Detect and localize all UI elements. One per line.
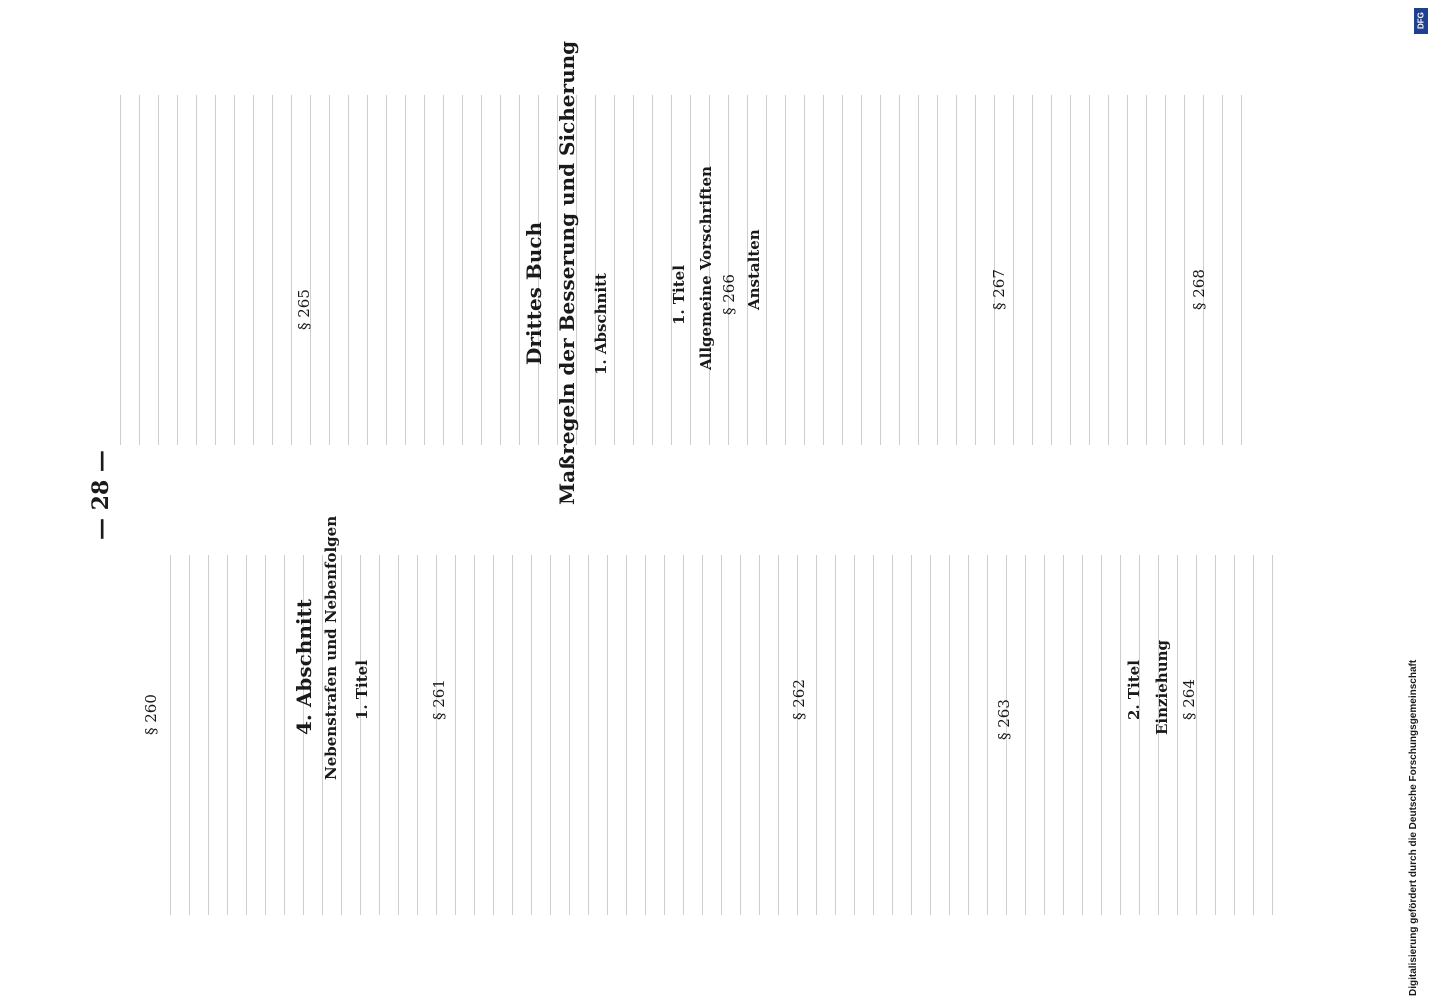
right-body-text xyxy=(120,95,1260,445)
heading-4-abschnitt: 4. Abschnitt xyxy=(292,599,316,735)
section-261: § 261 xyxy=(430,679,448,720)
anstalten-heading: Anstalten xyxy=(745,229,763,310)
einziehung-heading: Einziehung xyxy=(1153,639,1171,735)
section-263: § 263 xyxy=(995,699,1013,740)
section-260: § 260 xyxy=(142,694,160,735)
allgemeine-vorschriften: Allgemeine Vorschriften xyxy=(697,166,715,370)
titel-2: 2. Titel xyxy=(1125,660,1143,720)
massregeln-heading: Maßregeln der Besserung und Sicherung xyxy=(555,40,579,505)
section-265: § 265 xyxy=(295,289,313,330)
dfg-logo: DFG xyxy=(1414,8,1428,34)
page-number: — 28 — xyxy=(88,450,114,540)
digitization-sidebar xyxy=(1408,8,1430,998)
heading-nebenstrafen: Nebenstrafen und Nebenfolgen xyxy=(322,515,340,780)
section-268: § 268 xyxy=(1190,269,1208,310)
abschnitt-1: 1. Abschnitt xyxy=(592,273,610,375)
section-266: § 266 xyxy=(720,274,738,315)
section-267: § 267 xyxy=(990,269,1008,310)
titel-1-right: 1. Titel xyxy=(670,265,688,325)
section-264: § 264 xyxy=(1180,679,1198,720)
titel-1-left: 1. Titel xyxy=(353,660,371,720)
digitization-credit: Digitalisierung gefördert durch die Deutsche Forschungsgemeinschaft xyxy=(1408,659,1419,996)
section-262: § 262 xyxy=(790,679,808,720)
drittes-buch-heading: Drittes Buch xyxy=(522,221,546,365)
left-body-text xyxy=(170,555,1280,915)
